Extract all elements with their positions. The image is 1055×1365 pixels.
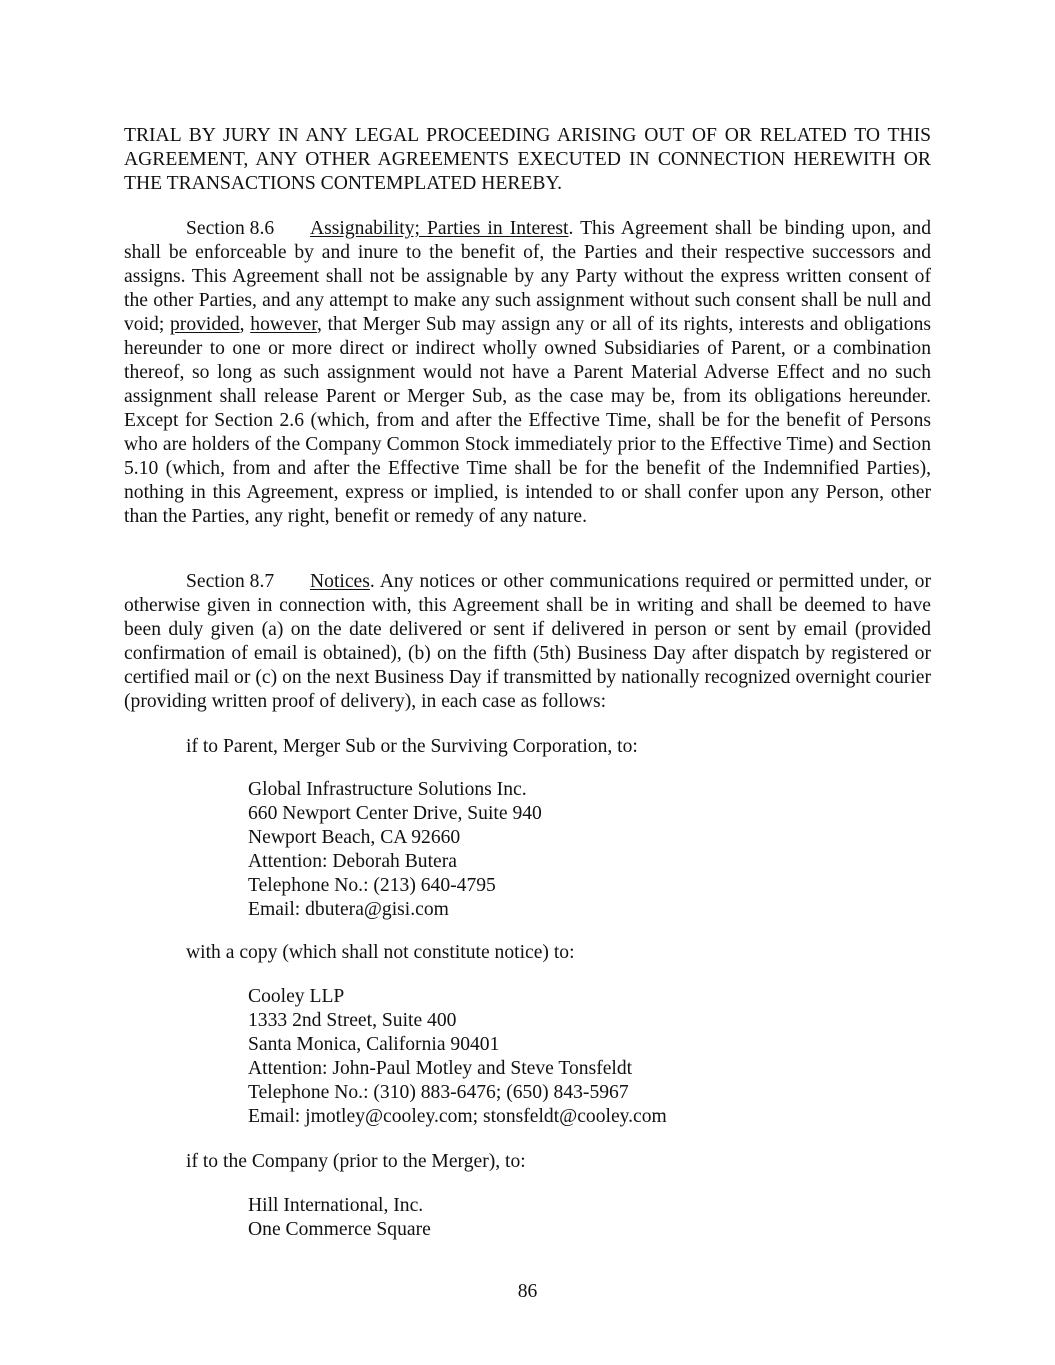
section-8-6-text-1: . This Agreement shall be binding upon, and shall be enforceable by and inure to the benefit of, the Parties and their respective successors and assigns. This Agreement shall not be assignable by any Party without the express written consent of the other Parties, and any attempt to make any such assignment without such consent shall be null and void;	[124, 218, 931, 335]
copy-address-line: Telephone No.: (310) 883-6476; (650) 843-5967	[248, 1082, 629, 1103]
company-address-line: Hill International, Inc.	[248, 1195, 424, 1216]
waiver-heading-fragment: TRIAL BY JURY IN ANY LEGAL PROCEEDING ARISING OUT OF OR RELATED TO THIS AGREEMENT, ANY OTHER AGREEMENTS EXECUTED IN CONNECTION HEREWITH OR THE TRANSACTIONS CONTEMPLATED HEREBY.	[124, 125, 931, 194]
company-address-line: One Commerce Square	[248, 1219, 431, 1240]
company-notice-intro: if to the Company (prior to the Merger), to:	[186, 1151, 526, 1172]
however-term: however	[250, 314, 317, 335]
parent-notice-intro: if to Parent, Merger Sub or the Surviving Corporation, to:	[186, 736, 638, 757]
copy-address-line: 1333 2nd Street, Suite 400	[248, 1010, 457, 1031]
copy-notice-intro: with a copy (which shall not constitute notice) to:	[186, 942, 575, 963]
copy-address-line: Santa Monica, California 90401	[248, 1034, 500, 1055]
parent-address-line: Attention: Deborah Butera	[248, 851, 457, 872]
section-8-6-number: Section 8.6	[186, 218, 275, 239]
copy-address-block	[248, 985, 667, 1129]
copy-address-line: Email: jmotley@cooley.com; stonsfeldt@cooley.com	[248, 1106, 667, 1127]
parent-address-line: Global Infrastructure Solutions Inc.	[248, 779, 527, 800]
parent-address-line: Newport Beach, CA 92660	[248, 827, 461, 848]
section-8-6-paragraph	[124, 217, 931, 529]
parent-address-line: Email: dbutera@gisi.com	[248, 899, 449, 920]
section-8-7-paragraph	[124, 570, 931, 714]
section-8-7-text: . Any notices or other communications required or permitted under, or otherwise given in connection with, this Agreement shall be in writing and shall be deemed to have been duly given (a) on the date delivered or sent if delivered in person or sent by email (provided confirmation of email is obtained), (b) on the fifth (5th) Business Day after dispatch by registered or certified mail or (c) on the next Business Day if transmitted by nationally recognized overnight courier (providing written proof of delivery), in each case as follows:	[124, 571, 931, 712]
page-number: 86	[517, 1281, 538, 1302]
parent-address-line: Telephone No.: (213) 640-4795	[248, 875, 496, 896]
section-8-6-text-2: , that Merger Sub may assign any or all of its rights, interests and obligations hereunder to one or more direct or indirect wholly owned Subsidiaries of Parent, or a combination thereof, so long as such assignment would not have a Parent Material Adverse Effect and no such assignment shall release Parent or Merger Sub, as the case may be, from its obligations hereunder. Except for Section 2.6 (which, from and after the Effective Time, shall be for the benefit of Persons who are holders of the Company Common Stock immediately prior to the Effective Time) and Section 5.10 (which, from and after the Effective Time shall be for the benefit of the Indemnified Parties), nothing in this Agreement, express or implied, is intended to or shall confer upon any Person, other than the Parties, any right, benefit or remedy of any nature.	[124, 314, 932, 527]
company-address-block	[248, 1194, 431, 1242]
copy-address-line: Attention: John-Paul Motley and Steve Tonsfeldt	[248, 1058, 633, 1079]
parent-address-line: 660 Newport Center Drive, Suite 940	[248, 803, 542, 824]
section-8-7-number: Section 8.7	[186, 571, 275, 592]
copy-address-line: Cooley LLP	[248, 986, 345, 1007]
section-8-7-title: Notices	[310, 571, 370, 592]
comma-separator: ,	[239, 314, 251, 335]
section-8-6-title: Assignability; Parties in Interest	[310, 218, 569, 239]
parent-address-block	[248, 778, 542, 922]
provided-term: provided	[170, 314, 240, 335]
